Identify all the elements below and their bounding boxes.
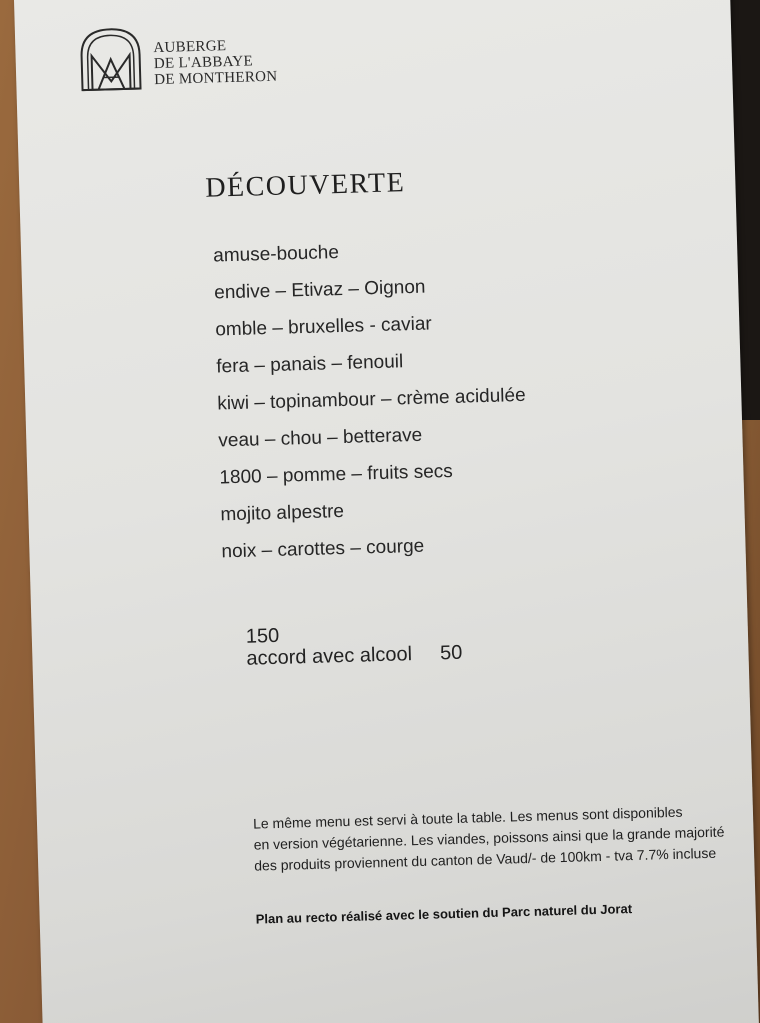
restaurant-name-line: DE L'ABBAYE (153, 53, 254, 73)
credit-line: Plan au recto réalisé avec le soutien du Parc naturel du Jorat (255, 901, 633, 927)
restaurant-name-line: DE MONTHERON (154, 68, 278, 89)
course-list (213, 238, 531, 579)
abbey-arch-logo-icon (77, 24, 145, 92)
menu-price: 150 (245, 624, 280, 648)
menu-title: DÉCOUVERTE (204, 167, 406, 204)
course-item: amuse-bouche (212, 242, 340, 267)
restaurant-name-line: AUBERGE (153, 38, 227, 57)
footer-note-line: Le même menu est servi à toute la table. Les menus sont disponibles (252, 803, 683, 832)
course-item: noix – carottes – courge (221, 535, 425, 563)
course-item: 1800 – pomme – fruits secs (219, 460, 454, 489)
footer-note-line: des produits proviennent du canton de Vaud/- de 100km - tva 7.7% incluse (254, 844, 717, 874)
restaurant-name (153, 37, 277, 88)
wine-pairing (246, 642, 462, 671)
course-item: endive – Etivaz – Oignon (213, 276, 426, 304)
footer-note-line: en version végétarienne. Les viandes, poissons ainsi que la grande majorité (253, 823, 725, 853)
course-item: veau – chou – betterave (218, 424, 423, 452)
course-item: kiwi – topinambour – crème acidulée (217, 384, 526, 415)
footer-note (253, 799, 760, 876)
course-item: omble – bruxelles - caviar (214, 313, 432, 341)
pairing-label: accord avec alcool (246, 643, 413, 670)
course-item: fera – panais – fenouil (216, 351, 404, 378)
course-item: mojito alpestre (220, 500, 345, 526)
menu-card (14, 0, 759, 1023)
pairing-price: 50 (439, 641, 463, 665)
